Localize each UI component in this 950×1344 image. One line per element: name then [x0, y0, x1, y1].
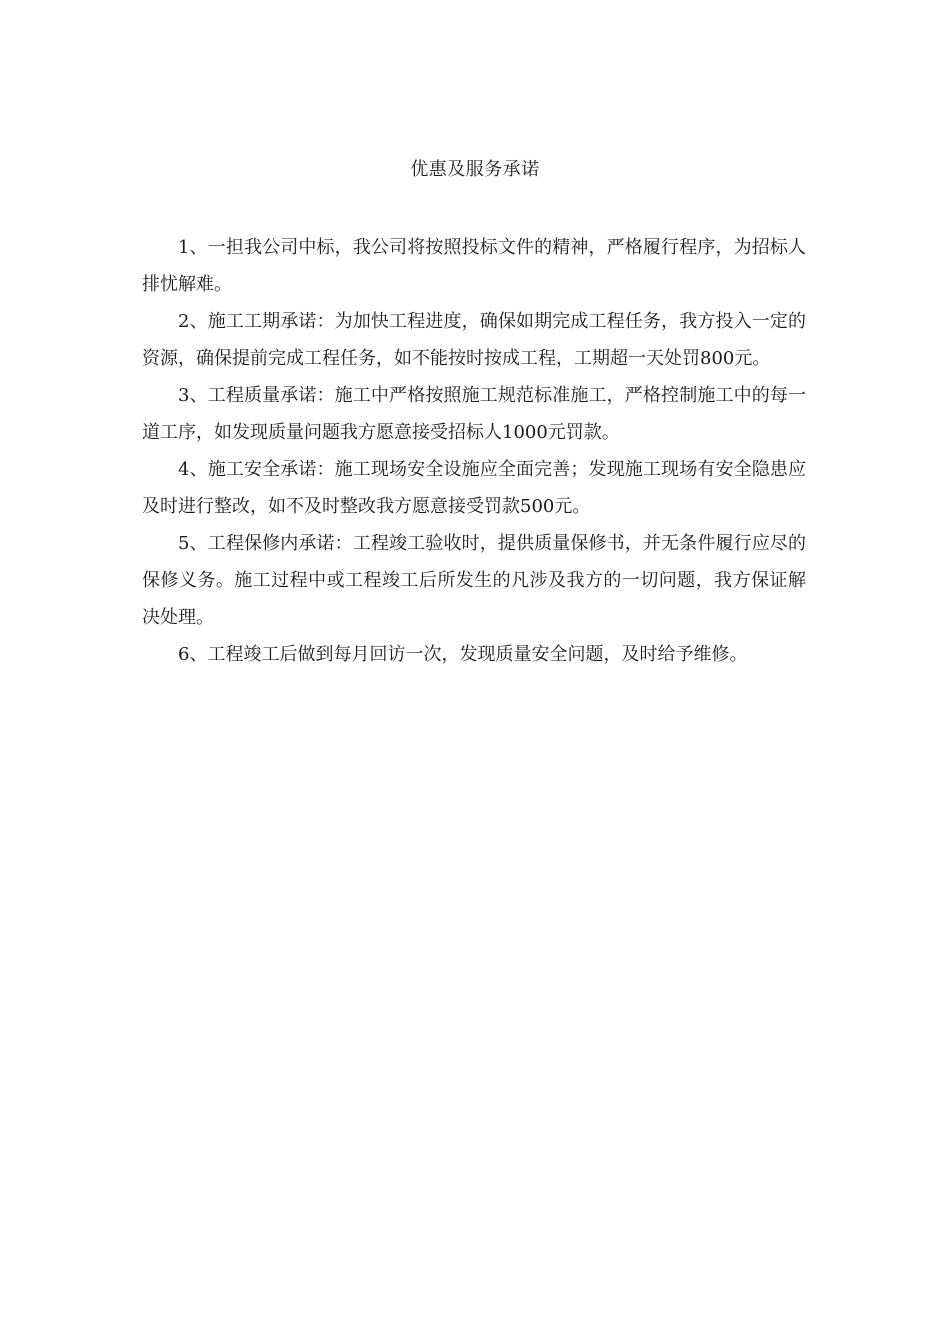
paragraph-2: 2、施工工期承诺：为加快工程进度，确保如期完成工程任务，我方投入一定的资源，确保提前完成工程任务，如不能按时按成工程，工期超一天处罚800元。 [142, 311, 806, 369]
paragraph-6: 6、工程竣工后做到每月回访一次，发现质量安全问题，及时给予维修。 [178, 644, 748, 665]
paragraph-5: 5、工程保修内承诺：工程竣工验收时，提供质量保修书，并无条件履行应尽的保修义务。施工过程中或工程竣工后所发生的凡涉及我方的一切问题，我方保证解决处理。 [142, 533, 806, 628]
paragraph-3: 3、工程质量承诺：施工中严格按照施工规范标准施工，严格控制施工中的每一道工序，如发现质量问题我方愿意接受招标人1000元罚款。 [142, 385, 806, 443]
document-body [142, 229, 806, 673]
paragraph-4: 4、施工安全承诺：施工现场安全设施应全面完善；发现施工现场有安全隐患应及时进行整改，如不及时整改我方愿意接受罚款500元。 [142, 459, 806, 517]
page-title: 优惠及服务承诺 [410, 159, 540, 180]
paragraph-1: 1、一担我公司中标，我公司将按照投标文件的精神，严格履行程序，为招标人排忧解难。 [142, 237, 806, 295]
